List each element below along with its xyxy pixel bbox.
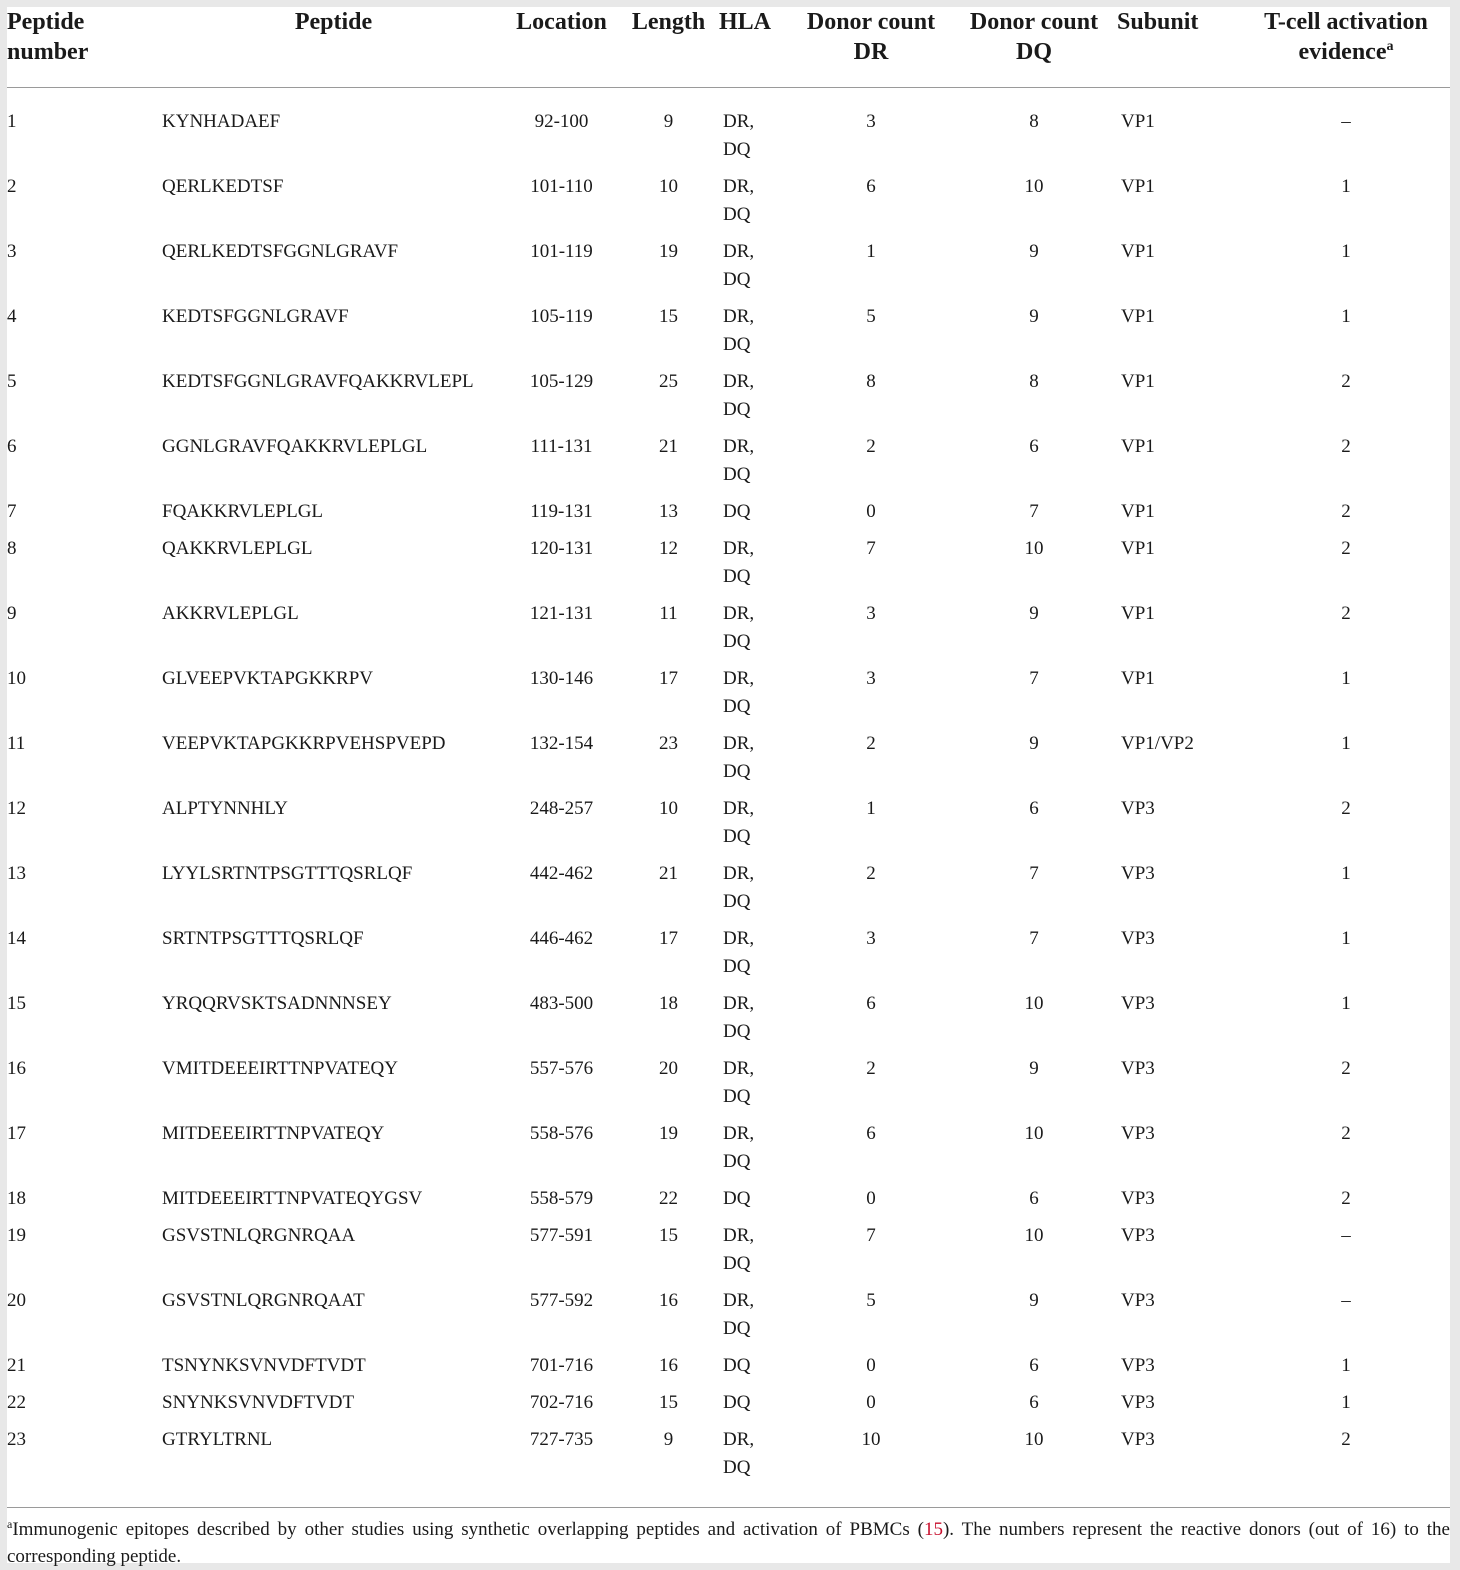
table-row <box>7 88 1450 174</box>
cell-subunit: VP3 <box>1121 928 1155 949</box>
cell-donor-count-dr: 7 <box>866 1225 876 1246</box>
cell-donor-count-dr: 10 <box>861 1429 881 1450</box>
cell-length: 21 <box>659 863 678 884</box>
cell-peptide-sequence: SNYNKSVNVDFTVDT <box>162 1392 355 1413</box>
cell-donor-count-dq: 9 <box>1029 1058 1039 1079</box>
cell-length: 9 <box>663 111 674 132</box>
table-row <box>7 1222 1450 1287</box>
cell-location: 101-119 <box>530 241 593 262</box>
cell-subunit: VP3 <box>1121 798 1155 819</box>
cell-location: 558-579 <box>529 1188 594 1209</box>
header-donor-count-dr: Donor count DR <box>791 7 951 88</box>
cell-peptide-sequence: VEEPVKTAPGKKRPVEHSPVEPD <box>162 733 446 754</box>
cell-subunit: VP1 <box>1121 538 1155 559</box>
cell-subunit: VP1 <box>1121 111 1155 132</box>
cell-length: 18 <box>659 993 678 1014</box>
cell-length: 15 <box>659 1225 678 1246</box>
cell-location: 105-129 <box>529 371 594 392</box>
cell-tcell-activation: 2 <box>1341 1123 1351 1144</box>
cell-donor-count-dq: 9 <box>1029 603 1039 624</box>
cell-peptide-sequence: TSNYNKSVNVDFTVDT <box>162 1355 366 1376</box>
cell-peptide-sequence: AKKRVLEPLGL <box>162 603 299 624</box>
cell-donor-count-dq: 6 <box>1029 1188 1039 1209</box>
cell-hla: DR, DQ <box>723 993 755 1042</box>
cell-donor-count-dr: 3 <box>866 928 876 949</box>
cell-location: 92-100 <box>534 111 589 132</box>
cell-tcell-activation: – <box>1341 1225 1351 1246</box>
cell-donor-count-dr: 2 <box>866 436 876 457</box>
cell-length: 13 <box>659 501 678 522</box>
cell-length: 19 <box>659 241 678 262</box>
cell-peptide-number: 4 <box>7 306 17 327</box>
cell-tcell-activation: 2 <box>1341 538 1351 559</box>
cell-location: 577-592 <box>529 1290 594 1311</box>
cell-tcell-activation: 2 <box>1341 1058 1351 1079</box>
cell-length: 10 <box>659 176 678 197</box>
cell-subunit: VP1 <box>1121 436 1155 457</box>
cell-length: 20 <box>659 1058 678 1079</box>
cell-donor-count-dq: 10 <box>1024 993 1044 1014</box>
table-row <box>7 1055 1450 1120</box>
table-row <box>7 238 1450 303</box>
cell-donor-count-dr: 5 <box>866 1290 876 1311</box>
cell-peptide-sequence: GSVSTNLQRGNRQAA <box>162 1225 356 1246</box>
cell-location: 111-131 <box>530 436 593 457</box>
header-subunit: Subunit <box>1117 7 1242 88</box>
cell-length: 21 <box>659 436 678 457</box>
cell-tcell-activation: 1 <box>1341 306 1351 327</box>
cell-donor-count-dr: 0 <box>866 501 876 522</box>
document-page <box>7 7 1450 1567</box>
cell-peptide-number: 7 <box>7 501 17 522</box>
cell-location: 702-716 <box>529 1392 594 1413</box>
cell-subunit: VP3 <box>1121 1355 1155 1376</box>
cell-peptide-sequence: ALPTYNNHLY <box>162 798 288 819</box>
cell-peptide-number: 11 <box>7 733 26 754</box>
cell-hla: DR, DQ <box>723 538 755 587</box>
cell-length: 10 <box>659 798 678 819</box>
cell-donor-count-dr: 3 <box>866 668 876 689</box>
table-row <box>7 1426 1450 1507</box>
cell-donor-count-dq: 9 <box>1029 241 1039 262</box>
cell-donor-count-dq: 7 <box>1029 501 1039 522</box>
cell-location: 130-146 <box>529 668 594 689</box>
cell-location: 132-154 <box>529 733 594 754</box>
cell-donor-count-dr: 1 <box>866 241 876 262</box>
cell-length: 12 <box>659 538 678 559</box>
cell-peptide-number: 6 <box>7 436 17 457</box>
cell-hla: DQ <box>723 1355 751 1376</box>
cell-hla: DR, DQ <box>723 1290 755 1339</box>
cell-hla: DR, DQ <box>723 1058 755 1107</box>
table-row <box>7 535 1450 600</box>
cell-tcell-activation: 1 <box>1341 241 1351 262</box>
cell-subunit: VP3 <box>1121 1392 1155 1413</box>
cell-peptide-number: 13 <box>7 863 26 884</box>
cell-tcell-activation: – <box>1341 111 1351 132</box>
table-row <box>7 1287 1450 1352</box>
cell-tcell-activation: 2 <box>1341 798 1351 819</box>
cell-donor-count-dq: 10 <box>1024 1429 1044 1450</box>
cell-subunit: VP3 <box>1121 863 1155 884</box>
cell-length: 11 <box>659 603 678 624</box>
cell-subunit: VP1 <box>1121 241 1155 262</box>
cell-subunit: VP1 <box>1121 176 1155 197</box>
cell-donor-count-dr: 3 <box>866 603 876 624</box>
cell-peptide-number: 17 <box>7 1123 26 1144</box>
cell-peptide-sequence: QAKKRVLEPLGL <box>162 538 313 559</box>
cell-location: 483-500 <box>529 993 594 1014</box>
cell-donor-count-dr: 6 <box>866 176 876 197</box>
cell-peptide-number: 8 <box>7 538 17 559</box>
cell-hla: DR, DQ <box>723 176 755 225</box>
cell-location: 248-257 <box>529 798 594 819</box>
table-row <box>7 1185 1450 1222</box>
cell-tcell-activation: 1 <box>1341 1355 1351 1376</box>
cell-tcell-activation: 1 <box>1341 733 1351 754</box>
cell-length: 15 <box>659 306 678 327</box>
cell-subunit: VP3 <box>1121 1058 1155 1079</box>
cell-peptide-number: 22 <box>7 1392 26 1413</box>
cell-subunit: VP3 <box>1121 1290 1155 1311</box>
cell-length: 15 <box>659 1392 678 1413</box>
cell-length: 17 <box>659 928 678 949</box>
cell-hla: DR, DQ <box>723 1123 755 1172</box>
table-row <box>7 1352 1450 1389</box>
cell-subunit: VP1 <box>1121 371 1155 392</box>
cell-length: 25 <box>659 371 678 392</box>
cell-subunit: VP1 <box>1121 306 1155 327</box>
table-row <box>7 368 1450 433</box>
cell-hla: DQ <box>723 1188 751 1209</box>
cell-peptide-number: 14 <box>7 928 26 949</box>
table-row <box>7 925 1450 990</box>
cell-donor-count-dq: 8 <box>1029 371 1039 392</box>
cell-peptide-sequence: GTRYLTRNL <box>162 1429 273 1450</box>
header-peptide-number: Peptide number <box>7 7 162 88</box>
cell-location: 701-716 <box>529 1355 594 1376</box>
table-header <box>7 7 1450 88</box>
cell-tcell-activation: 2 <box>1341 371 1351 392</box>
cell-donor-count-dq: 6 <box>1029 436 1039 457</box>
cell-hla: DR, DQ <box>723 111 755 160</box>
cell-tcell-activation: 1 <box>1341 1392 1351 1413</box>
cell-tcell-activation: 1 <box>1341 928 1351 949</box>
cell-tcell-activation: 2 <box>1341 1188 1351 1209</box>
cell-hla: DR, DQ <box>723 603 755 652</box>
cell-peptide-number: 12 <box>7 798 26 819</box>
cell-tcell-activation: 2 <box>1341 436 1351 457</box>
cell-peptide-sequence: QERLKEDTSFGGNLGRAVF <box>162 241 399 262</box>
table-row <box>7 665 1450 730</box>
cell-peptide-sequence: KEDTSFGGNLGRAVF <box>162 306 349 327</box>
cell-peptide-number: 19 <box>7 1225 26 1246</box>
cell-hla: DR, DQ <box>723 371 755 420</box>
cell-hla: DR, DQ <box>723 1225 755 1274</box>
peptide-table <box>7 7 1450 1507</box>
cell-subunit: VP3 <box>1121 1225 1155 1246</box>
cell-location: 121-131 <box>529 603 594 624</box>
table-row <box>7 1389 1450 1426</box>
cell-donor-count-dr: 0 <box>866 1188 876 1209</box>
cell-tcell-activation: 1 <box>1341 863 1351 884</box>
cell-tcell-activation: 2 <box>1341 501 1351 522</box>
cell-subunit: VP1 <box>1121 603 1155 624</box>
cell-location: 120-131 <box>529 538 594 559</box>
cell-length: 23 <box>659 733 678 754</box>
cell-donor-count-dq: 10 <box>1024 1123 1044 1144</box>
header-tcell-activation: T-cell activation evidence$^a$ <box>1242 7 1450 88</box>
header-length: Length <box>618 7 719 88</box>
cell-donor-count-dq: 9 <box>1029 1290 1039 1311</box>
cell-location: 446-462 <box>529 928 594 949</box>
cell-tcell-activation: 1 <box>1341 668 1351 689</box>
cell-peptide-sequence: KYNHADAEF <box>162 111 281 132</box>
footnote-text-after: ). The numbers represent the reactive donors (out of 16) to the corresponding peptide. <box>7 1519 1450 1567</box>
cell-length: 22 <box>659 1188 678 1209</box>
cell-donor-count-dr: 0 <box>866 1392 876 1413</box>
cell-peptide-number: 20 <box>7 1290 26 1311</box>
cell-peptide-number: 9 <box>7 603 17 624</box>
cell-donor-count-dq: 9 <box>1029 733 1039 754</box>
cell-donor-count-dq: 6 <box>1029 798 1039 819</box>
table-row <box>7 600 1450 665</box>
table-row <box>7 303 1450 368</box>
cell-tcell-activation: – <box>1341 1290 1351 1311</box>
cell-donor-count-dr: 1 <box>866 798 876 819</box>
cell-location: 558-576 <box>529 1123 594 1144</box>
cell-subunit: VP3 <box>1121 1429 1155 1450</box>
cell-location: 727-735 <box>529 1429 594 1450</box>
cell-peptide-sequence: VMITDEEEIRTTNPVATEQY <box>162 1058 398 1079</box>
table-row <box>7 860 1450 925</box>
cell-hla: DR, DQ <box>723 863 755 912</box>
cell-hla: DR, DQ <box>723 928 755 977</box>
cell-peptide-number: 18 <box>7 1188 26 1209</box>
table-row <box>7 173 1450 238</box>
cell-peptide-sequence: QERLKEDTSF <box>162 176 284 197</box>
cell-donor-count-dr: 8 <box>866 371 876 392</box>
cell-peptide-number: 1 <box>7 111 17 132</box>
table-row <box>7 498 1450 535</box>
cell-subunit: VP3 <box>1121 1188 1155 1209</box>
header-donor-count-dq: Donor count DQ <box>951 7 1117 88</box>
cell-peptide-sequence: KEDTSFGGNLGRAVFQAKKRVLEPL <box>162 371 474 392</box>
cell-peptide-sequence: GLVEEPVKTAPGKKRPV <box>162 668 374 689</box>
cell-subunit: VP3 <box>1121 993 1155 1014</box>
cell-peptide-sequence: YRQQRVSKTSADNNNSEY <box>162 993 392 1014</box>
cell-donor-count-dr: 6 <box>866 1123 876 1144</box>
cell-donor-count-dr: 0 <box>866 1355 876 1376</box>
cell-location: 119-131 <box>530 501 593 522</box>
cell-peptide-number: 15 <box>7 993 26 1014</box>
cell-peptide-number: 5 <box>7 371 17 392</box>
cell-length: 9 <box>663 1429 674 1450</box>
cell-donor-count-dq: 7 <box>1029 668 1039 689</box>
cell-location: 442-462 <box>529 863 594 884</box>
cell-peptide-sequence: FQAKKRVLEPLGL <box>162 501 324 522</box>
cell-hla: DR, DQ <box>723 306 755 355</box>
cell-location: 577-591 <box>529 1225 594 1246</box>
cell-subunit: VP1/VP2 <box>1121 733 1194 754</box>
cell-hla: DR, DQ <box>723 1429 755 1478</box>
table-row <box>7 730 1450 795</box>
header-hla: HLA <box>719 7 791 88</box>
cell-donor-count-dq: 7 <box>1029 928 1039 949</box>
cell-subunit: VP1 <box>1121 668 1155 689</box>
cell-peptide-sequence: GGNLGRAVFQAKKRVLEPLGL <box>162 436 428 457</box>
cell-hla: DQ <box>723 501 751 522</box>
cell-hla: DR, DQ <box>723 733 755 782</box>
cell-hla: DR, DQ <box>723 798 755 847</box>
cell-donor-count-dr: 2 <box>866 863 876 884</box>
table-row <box>7 795 1450 860</box>
cell-location: 101-110 <box>530 176 593 197</box>
table-row <box>7 1120 1450 1185</box>
cell-peptide-sequence: MITDEEEIRTTNPVATEQY <box>162 1123 385 1144</box>
cell-peptide-sequence: SRTNTPSGTTTQSRLQF <box>162 928 364 949</box>
cell-peptide-number: 23 <box>7 1429 26 1450</box>
cell-donor-count-dq: 9 <box>1029 306 1039 327</box>
cell-donor-count-dq: 10 <box>1024 176 1044 197</box>
cell-location: 105-119 <box>530 306 593 327</box>
cell-tcell-activation: 1 <box>1341 176 1351 197</box>
cell-donor-count-dq: 7 <box>1029 863 1039 884</box>
table-body <box>7 88 1450 1508</box>
footnote-text-before: Immunogenic epitopes described by other studies using synthetic overlapping peptides and activation of PBMCs ( <box>12 1519 924 1540</box>
cell-donor-count-dr: 2 <box>866 1058 876 1079</box>
cell-peptide-number: 21 <box>7 1355 26 1376</box>
header-location: Location <box>505 7 618 88</box>
cell-donor-count-dr: 5 <box>866 306 876 327</box>
cell-hla: DQ <box>723 1392 751 1413</box>
cell-length: 16 <box>659 1355 678 1376</box>
cell-peptide-number: 16 <box>7 1058 26 1079</box>
table-footnote <box>7 1507 1450 1570</box>
cell-tcell-activation: 2 <box>1341 603 1351 624</box>
cell-hla: DR, DQ <box>723 436 755 485</box>
table-row <box>7 433 1450 498</box>
cell-donor-count-dq: 6 <box>1029 1392 1039 1413</box>
cell-donor-count-dq: 6 <box>1029 1355 1039 1376</box>
cell-tcell-activation: 1 <box>1341 993 1351 1014</box>
cell-donor-count-dr: 7 <box>866 538 876 559</box>
cell-peptide-number: 3 <box>7 241 17 262</box>
cell-donor-count-dq: 10 <box>1024 1225 1044 1246</box>
cell-peptide-number: 10 <box>7 668 26 689</box>
cell-tcell-activation: 2 <box>1341 1429 1351 1450</box>
header-peptide: Peptide <box>162 7 505 88</box>
cell-hla: DR, DQ <box>723 241 755 290</box>
footnote-marker: a <box>1386 39 1394 54</box>
cell-length: 17 <box>659 668 678 689</box>
cell-length: 16 <box>659 1290 678 1311</box>
reference-link[interactable]: 15 <box>923 1519 943 1540</box>
cell-donor-count-dr: 2 <box>866 733 876 754</box>
cell-peptide-sequence: MITDEEEIRTTNPVATEQYGSV <box>162 1188 423 1209</box>
cell-peptide-sequence: LYYLSRTNTPSGTTTQSRLQF <box>162 863 413 884</box>
cell-subunit: VP3 <box>1121 1123 1155 1144</box>
footnote-sup: a <box>7 1517 13 1531</box>
cell-subunit: VP1 <box>1121 501 1155 522</box>
cell-location: 557-576 <box>529 1058 594 1079</box>
table-row <box>7 990 1450 1055</box>
cell-donor-count-dr: 6 <box>866 993 876 1014</box>
cell-donor-count-dr: 3 <box>866 111 876 132</box>
cell-hla: DR, DQ <box>723 668 755 717</box>
cell-donor-count-dq: 10 <box>1024 538 1044 559</box>
cell-length: 19 <box>659 1123 678 1144</box>
cell-peptide-number: 2 <box>7 176 17 197</box>
cell-peptide-sequence: GSVSTNLQRGNRQAAT <box>162 1290 365 1311</box>
cell-donor-count-dq: 8 <box>1029 111 1039 132</box>
